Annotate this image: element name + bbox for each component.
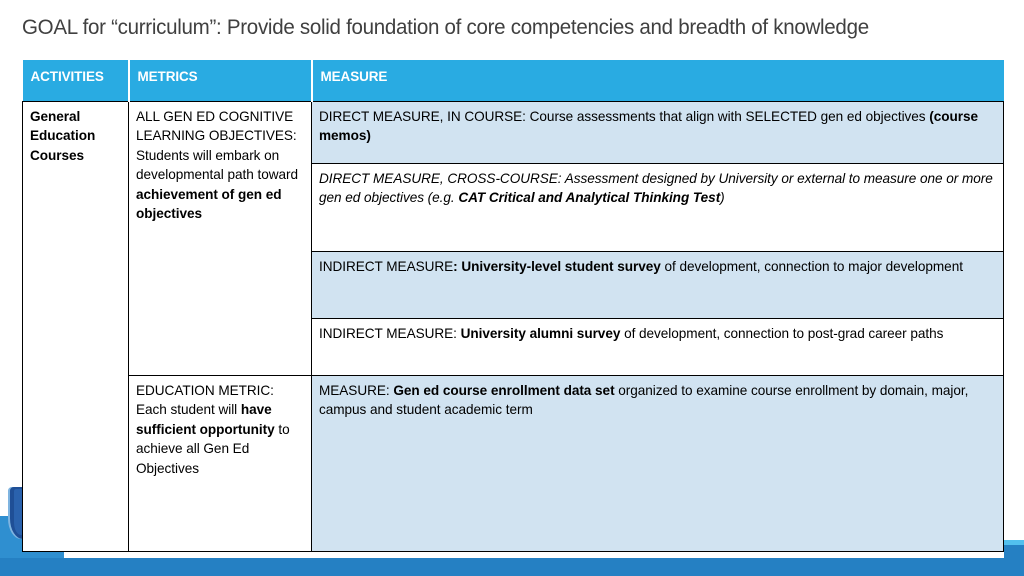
measure-indirect-student-body: of development, connection to major development (660, 258, 963, 274)
decorative-right-stripe (1004, 540, 1024, 576)
matrix-table-container (22, 60, 1003, 552)
table-body (23, 101, 1004, 551)
metric-education-body-1: Each student will (136, 402, 241, 418)
column-header-activities: ACTIVITIES (23, 60, 129, 101)
cell-metric-education-metric (129, 375, 312, 551)
measure-direct-cross-course-close: ) (720, 190, 725, 206)
metric-education-lead: EDUCATION METRIC: (136, 382, 274, 398)
measure-direct-cross-course-label: DIRECT MEASURE, CROSS-COURSE: (319, 170, 565, 186)
cell-measure-indirect-student-survey (312, 251, 1004, 318)
measure-indirect-alumni-label: INDIRECT MEASURE: (319, 325, 461, 341)
column-header-measure: MEASURE (312, 60, 1004, 101)
measure-enrollment-bold-term: Gen ed course enrollment data set (393, 382, 615, 398)
column-header-metrics: METRICS (129, 60, 312, 101)
measure-enrollment-label: MEASURE: (319, 382, 394, 398)
table-header-row (23, 60, 1004, 101)
page-title: GOAL for “curriculum”: Provide solid foundation of core competencies and breadth of knowledge (22, 15, 869, 39)
measure-indirect-student-sep: : (453, 258, 462, 274)
measure-direct-in-course-body: Course assessments that align with SELECTED gen ed objectives (529, 108, 930, 124)
metric-education-bold-1: have sufficient opportunity (136, 402, 275, 437)
cell-measure-direct-cross-course (312, 163, 1004, 251)
table-row (23, 101, 1004, 163)
measure-enrollment-body: organized to examine course enrollment by domain, major, campus and student academic term (319, 382, 969, 418)
cell-measure-direct-in-course (312, 101, 1004, 163)
measure-direct-in-course-label: DIRECT MEASURE, IN COURSE: (319, 108, 530, 124)
measure-indirect-alumni-body: of development, connection to post-grad career paths (620, 325, 944, 341)
measure-direct-cross-course-body: Assessment designed by University or external to measure one or more gen ed objectives (e.g. (319, 170, 993, 206)
measure-direct-in-course-bold-tail: (course memos) (319, 108, 979, 144)
measure-indirect-alumni-bold-term: University alumni survey (460, 325, 621, 341)
cell-activity-general-education-courses: General Education Courses (23, 101, 129, 551)
metric-cognitive-body: Students will embark on developmental path toward (136, 147, 298, 183)
measure-indirect-student-label: INDIRECT MEASURE (319, 258, 454, 274)
metric-cognitive-bold-tail: achievement of gen ed objectives (136, 186, 282, 222)
decorative-bottom-band (0, 558, 1024, 576)
metric-education-body-2: to achieve all Gen Ed Objectives (136, 421, 290, 476)
metric-cognitive-lead: ALL GEN ED COGNITIVE LEARNING OBJECTIVES: (136, 108, 297, 144)
decorative-right-stripe-highlight (1004, 540, 1024, 545)
cell-metric-cognitive-learning-objectives (129, 101, 312, 375)
cell-measure-indirect-alumni-survey (312, 318, 1004, 375)
cell-measure-enrollment-data (312, 375, 1004, 551)
table-row (23, 375, 1004, 551)
table-header (23, 60, 1004, 101)
goal-matrix-table (22, 60, 1004, 552)
measure-indirect-student-bold-term: University-level student survey (461, 258, 661, 274)
measure-direct-cross-course-bold-tail: CAT Critical and Analytical Thinking Test (458, 190, 721, 206)
